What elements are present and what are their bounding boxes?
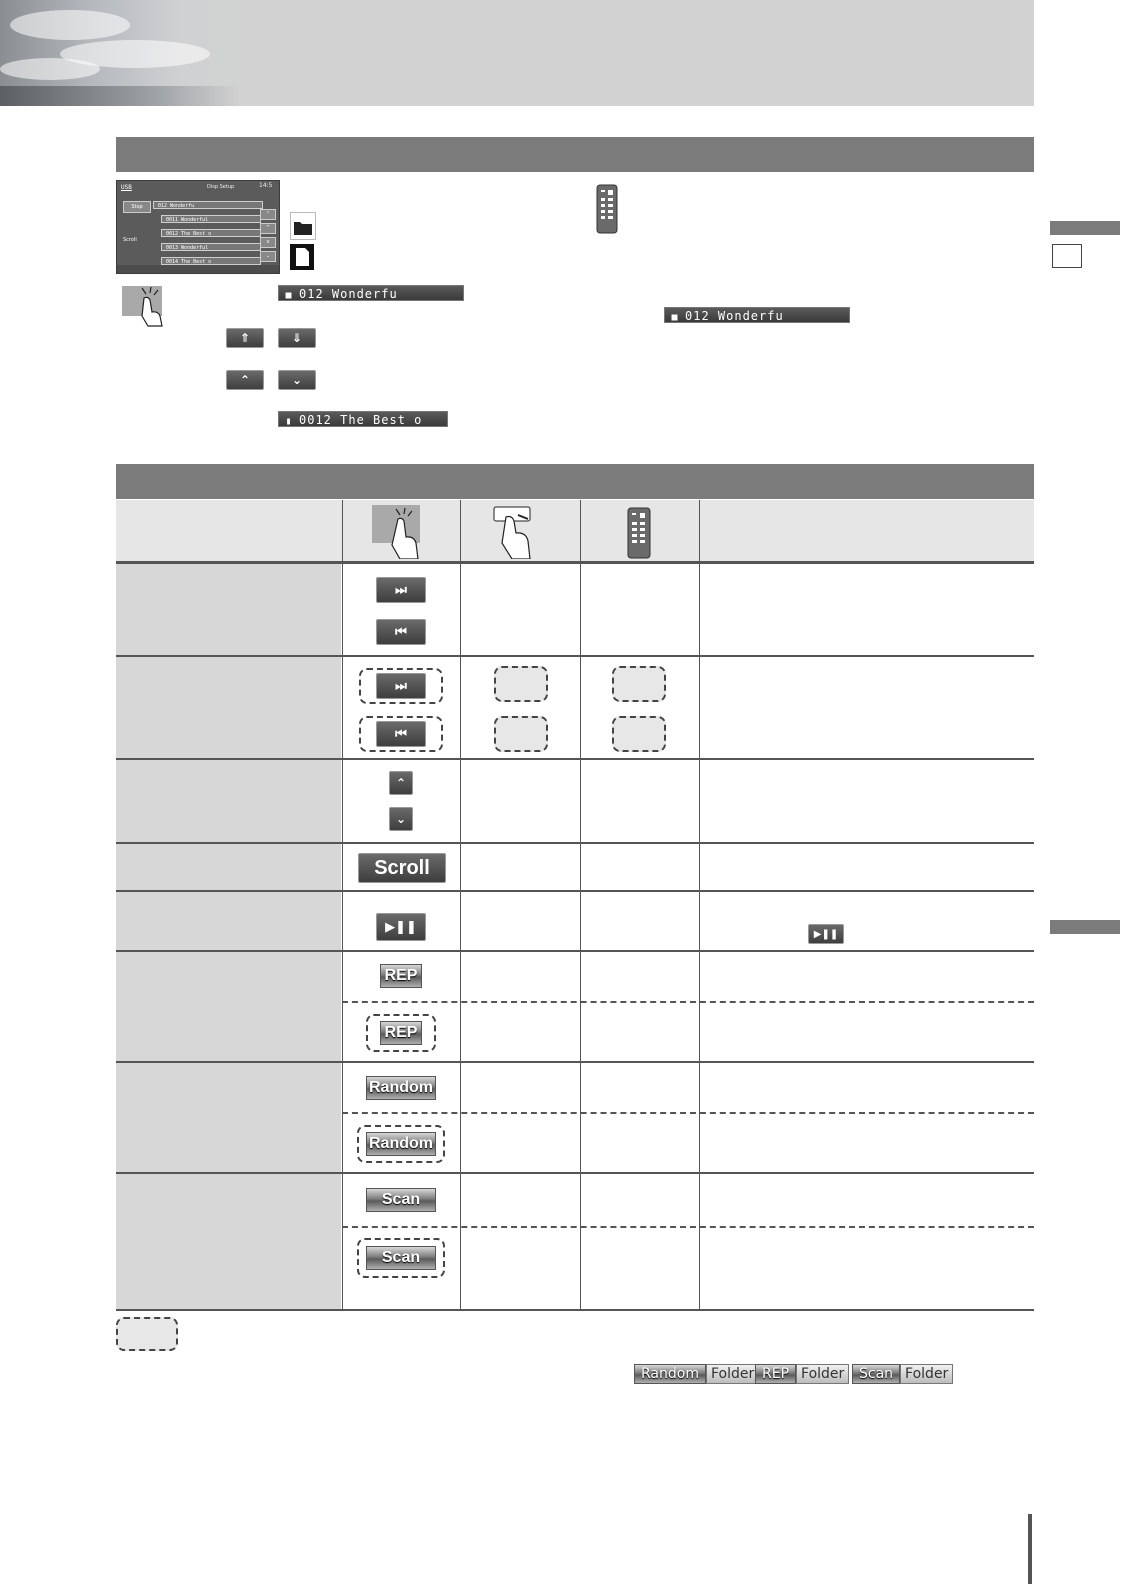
file-icon <box>290 244 314 270</box>
up-button[interactable]: ⌃ <box>389 771 413 795</box>
row-divider <box>116 1309 1034 1311</box>
folder-down-button[interactable]: ⇓ <box>278 328 316 348</box>
folder-icon: ■ <box>671 312 679 323</box>
hold-key-indicator <box>612 716 666 752</box>
remote-icon <box>627 507 651 559</box>
hold-key-indicator <box>494 666 548 702</box>
file-track-bar[interactable]: ▮ 0012 The Best o <box>278 411 448 427</box>
screen-clock: 14:5 <box>259 182 273 189</box>
folder-icon: ■ <box>285 290 293 301</box>
fast-forward-button[interactable]: ⏭ <box>376 673 426 699</box>
screen-scroll-label: Scroll <box>123 237 137 243</box>
touch-hand-icon <box>120 284 170 328</box>
row-divider <box>116 758 1034 760</box>
touch-hand-icon <box>372 505 432 559</box>
row-divider <box>116 1061 1034 1063</box>
hold-key-indicator <box>494 716 548 752</box>
random-folder-button[interactable]: Random <box>366 1132 436 1156</box>
cloud <box>10 10 130 40</box>
folder-label: Folder <box>706 1364 759 1384</box>
column-divider <box>460 500 461 1310</box>
scan-label: Scan <box>852 1364 900 1384</box>
screen-folder-down-button[interactable]: ⌄ <box>260 251 276 262</box>
random-button[interactable]: Random <box>366 1076 436 1100</box>
press-button-hand-icon <box>492 505 552 559</box>
scroll-button[interactable]: Scroll <box>358 853 446 883</box>
table-header <box>116 500 1034 561</box>
header-banner <box>0 0 1034 106</box>
prev-track-button[interactable]: ⏮ <box>376 619 426 645</box>
file-icon: ▮ <box>285 416 293 427</box>
list-item[interactable]: 0013 Wonderful <box>161 243 261 251</box>
road <box>0 86 240 106</box>
stop-button[interactable]: Stop <box>123 201 151 213</box>
row-divider <box>116 1172 1034 1174</box>
play-pause-button[interactable]: ▶❚❚ <box>376 913 426 941</box>
section-bar-2 <box>116 464 1034 499</box>
list-item[interactable]: 0014 The Best o <box>161 257 261 265</box>
row-divider <box>116 842 1034 844</box>
side-box <box>1052 244 1082 268</box>
screen-tabs: Disp Setup <box>207 184 235 190</box>
folder-icon <box>290 212 316 240</box>
next-track-button[interactable]: ⏭ <box>376 577 426 603</box>
play-pause-icon: ▶❚❚ <box>808 924 844 944</box>
row-divider-dashed <box>342 1226 1034 1228</box>
column-divider <box>580 500 581 1310</box>
screen-down-button[interactable]: v <box>260 237 276 248</box>
row-divider <box>116 950 1034 952</box>
folder-label: Folder <box>900 1364 953 1384</box>
rewind-button[interactable]: ⏮ <box>376 721 426 747</box>
list-item[interactable]: 0011 Wonderful <box>161 215 261 223</box>
scan-button[interactable]: Scan <box>366 1188 436 1212</box>
side-tab-top <box>1050 221 1120 235</box>
random-folder-indicator <box>634 1364 759 1384</box>
screen-title: USB <box>121 184 132 191</box>
row-divider-dashed <box>342 1112 1034 1114</box>
column-divider <box>342 500 343 1310</box>
screen-up-button[interactable]: ^ <box>260 223 276 234</box>
scan-folder-button[interactable]: Scan <box>366 1246 436 1270</box>
row-divider <box>116 890 1034 892</box>
rep-button[interactable]: REP <box>380 964 422 988</box>
rep-label: REP <box>755 1364 796 1384</box>
folder-track-bar[interactable]: ■ 012 Wonderfu <box>278 285 464 301</box>
rep-folder-button[interactable]: REP <box>380 1021 422 1045</box>
row-divider <box>116 561 1034 564</box>
down-button[interactable]: ⌄ <box>278 370 316 390</box>
list-item[interactable]: 0012 The Best o <box>161 229 261 237</box>
rep-folder-indicator <box>755 1364 849 1384</box>
folder-label: Folder <box>796 1364 849 1384</box>
row-divider <box>116 655 1034 657</box>
screen-folder-up-button[interactable]: ⌃ <box>260 209 276 220</box>
remote-icon <box>596 184 618 234</box>
page-edge-mark <box>1028 1514 1032 1584</box>
random-label: Random <box>634 1364 706 1384</box>
usb-screen-thumbnail <box>116 180 280 274</box>
side-tab-bottom <box>1050 920 1120 934</box>
folder-up-button[interactable]: ⇑ <box>226 328 264 348</box>
list-item[interactable]: 012 Wonderfu <box>153 201 263 209</box>
row-divider-dashed <box>342 1001 1034 1003</box>
up-button[interactable]: ⌃ <box>226 370 264 390</box>
column-divider <box>699 500 700 1310</box>
scan-folder-indicator <box>852 1364 953 1384</box>
cloud <box>0 58 100 80</box>
screen-bottom-bar <box>117 265 279 273</box>
hold-legend-indicator <box>116 1317 178 1351</box>
down-button[interactable]: ⌄ <box>389 807 413 831</box>
table-left-column <box>116 563 341 1310</box>
folder-track-bar-right[interactable]: ■ 012 Wonderfu <box>664 307 850 323</box>
hold-key-indicator <box>612 666 666 702</box>
section-bar-1 <box>116 137 1034 172</box>
